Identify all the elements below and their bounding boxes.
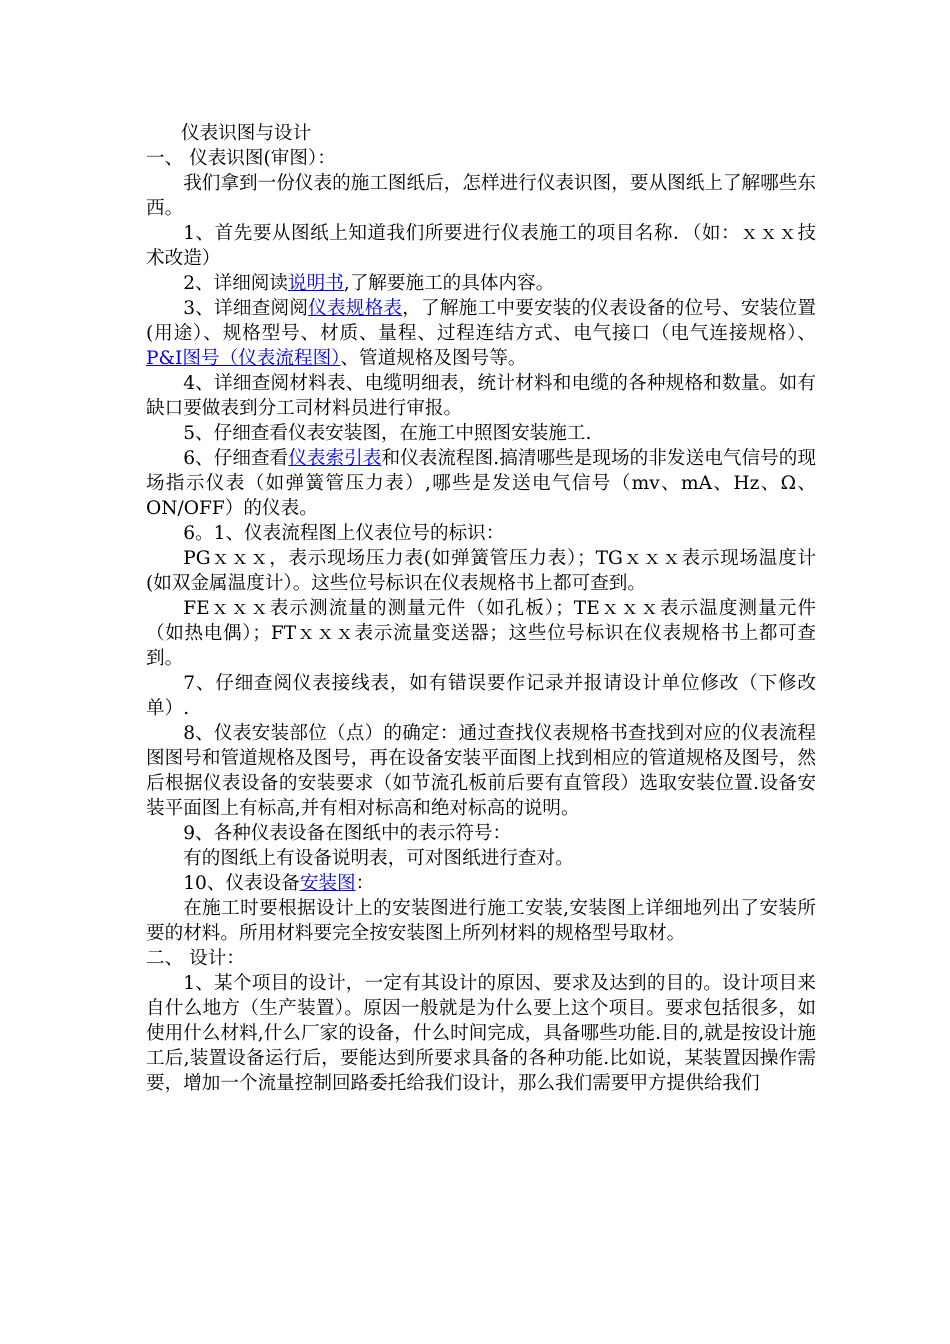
paragraph-intro: 我们拿到一份仪表的施工图纸后，怎样进行仪表识图，要从图纸上了解哪些东西。	[146, 173, 816, 219]
paragraph-installation: 在施工时要根据设计上的安装图进行施工安装,安装图上详细地列出了安装所要的材料。所用材料要完全按安装图上所列材料的规格型号取材。	[146, 898, 816, 944]
paragraph-item-4: 4、详细查阅材料表、电缆明细表，统计材料和电缆的各种规格和数量。如有缺口要做表到分工司材料员进行审报。	[146, 373, 816, 419]
link-instrument-spec-table[interactable]: 仪表规格表	[308, 298, 403, 319]
paragraph-item-8: 8、仪表安装部位（点）的确定：通过查找仪表规格书查找到对应的仪表流程图图号和管道规格及图号，再在设备安装平面图上找到相应的管道规格及图号，然后根据仪表设备的安装要求（如节流孔板前后要有直管段）选取安装位置.设备安装平面图上有标高,并有相对标高和绝对标高的说明。	[146, 723, 816, 819]
link-instrument-index[interactable]: 仪表索引表	[288, 448, 382, 469]
item-2-text-pre: 2、详细阅读	[183, 273, 288, 294]
document-title: 仪表识图与设计	[181, 123, 312, 144]
paragraph-tag-pg-tg: PGｘｘｘ，表示现场压力表(如弹簧管压力表）；TGｘｘｘ表示现场温度计(如双金属温度计）。这些位号标识在仪表规格书上都可查到。	[146, 548, 816, 594]
item-3-text-post: 、管道规格及图号等。	[340, 348, 527, 369]
paragraph-device-table: 有的图纸上有设备说明表，可对图纸进行查对。	[183, 848, 574, 869]
section-1-heading: 一、 仪表识图(审图）：	[146, 148, 336, 169]
paragraph-item-2	[146, 271, 816, 296]
item-6-text-pre: 6、仔细查看	[183, 448, 289, 469]
paragraph-item-6-1: 6。1、仪表流程图上仪表位号的标识：	[183, 523, 505, 544]
document-body	[146, 121, 816, 1096]
link-installation-drawing[interactable]: 安装图	[299, 873, 356, 894]
paragraph-item-9: 9、各种仪表设备在图纸中的表示符号：	[183, 823, 512, 844]
paragraph-item-5: 5、仔细查看仪表安装图，在施工中照图安装施工.	[183, 423, 592, 444]
link-pid-drawing[interactable]: P&I图号（仪表流程图）	[146, 348, 341, 369]
item-2-text-post: ,了解要施工的具体内容。	[343, 273, 555, 294]
paragraph-item-3	[146, 296, 816, 371]
paragraph-item-6	[146, 446, 816, 521]
paragraph-design-1: 1、某个项目的设计，一定有其设计的原因、要求及达到的目的。设计项目来自什么地方（生产装置）。原因一般就是为什么要上这个项目。要求包括很多，如使用什么材料,什么厂家的设备，什么时间完成，具备哪些功能.目的,就是按设计施工后,装置设备运行后，要能达到所要求具备的各种功能.比如说，某装置因操作需要，增加一个流量控制回路委托给我们设计，那么我们需要甲方提供给我们	[146, 973, 816, 1094]
item-3-text-mid: ，了解施工中要安装的仪表设备的位号、安装位置(用途）、规格型号、材质、量程、过程连结方式、电气接口（电气连接规格）、	[146, 298, 816, 344]
item-3-text-pre: 3、详细查阅阅	[183, 298, 309, 319]
paragraph-item-10	[146, 871, 816, 896]
paragraph-tag-fe-te-ft: FEｘｘｘ表示测流量的测量元件（如孔板）；TEｘｘｘ表示温度测量元件（如热电偶）；FTｘｘｘ表示流量变送器；这些位号标识在仪表规格书上都可查到。	[146, 598, 816, 669]
section-2-heading: 二、 设计：	[146, 948, 245, 969]
item-6-text-post: 和仪表流程图.搞清哪些是现场的非发送电气信号的现场指示仪表（如弹簧管压力表）,哪些是发送电气信号（mv、mA、Hz、Ω、ON/OFF）的仪表。	[146, 448, 816, 519]
paragraph-item-7: 7、仔细查阅仪表接线表，如有错误要作记录并报请设计单位修改（下修改单）.	[146, 673, 816, 719]
item-10-text-pre: 10、仪表设备	[183, 873, 300, 894]
paragraph-item-1: 1、首先要从图纸上知道我们所要进行仪表施工的项目名称．（如：ｘｘｘ技术改造）	[146, 223, 816, 269]
item-10-text-post: ：	[355, 873, 375, 894]
link-manual[interactable]: 说明书	[288, 273, 344, 294]
